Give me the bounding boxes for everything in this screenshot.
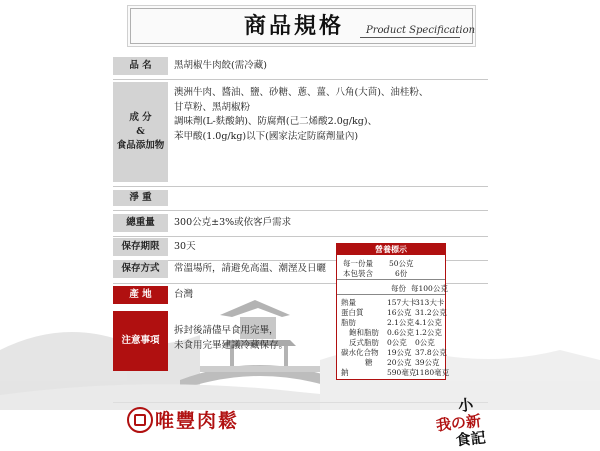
label-net-weight: 淨 重 (113, 190, 168, 206)
servings-value: 6份 (395, 269, 408, 278)
nutrition-row-per-100g: 313大卡 (415, 298, 445, 307)
value-origin: 台灣 (174, 289, 194, 300)
nutrition-row-per-serving: 19公克 (387, 348, 412, 357)
col-per-serving: 每份 (391, 284, 406, 293)
label-ingredients-line-3: 食品添加物 (116, 140, 165, 151)
ingredients-line-1: 澳洲牛肉、醬油、鹽、砂糖、蔥、薑、八角(大茴)、油桂粉、 (174, 87, 429, 98)
label-ingredients-line-2: & (136, 126, 145, 137)
page-title: 商品規格 (244, 13, 345, 39)
label-ingredients (113, 82, 168, 182)
value-shelf-life: 30天 (174, 241, 196, 252)
value-notice (174, 324, 288, 353)
value-storage: 常溫場所，請避免高溫、潮溼及日曬 (174, 263, 327, 274)
brand-name: 唯豐肉鬆 (155, 410, 240, 432)
nutrition-row-per-100g: 39公克 (415, 358, 440, 367)
signature-line-1: 小 (457, 395, 475, 416)
signature-line-2: 我の新 (435, 411, 482, 435)
separator (113, 186, 488, 187)
nutrition-title: 營養標示 (337, 244, 445, 255)
label-origin: 產 地 (113, 286, 168, 304)
value-product-name: 黑胡椒牛肉餃(需冷藏) (174, 60, 267, 71)
row-total-weight (113, 214, 488, 232)
page-subtitle: Product Specification (366, 25, 476, 36)
nutrition-row-per-serving: 2.1公克 (387, 318, 414, 327)
separator (113, 210, 488, 211)
separator (113, 236, 488, 237)
serving-label: 每一份量 (343, 259, 373, 268)
col-per-100g: 每100公克 (411, 284, 448, 293)
ingredients-line-2: 甘草粉、黑胡椒粉 (174, 101, 251, 113)
value-total-weight: 300公克±3%或依客戶需求 (174, 217, 292, 228)
nutrition-row-name: 糖 (365, 358, 373, 367)
serving-value: 50公克 (389, 259, 414, 268)
nutrition-divider (337, 279, 445, 280)
nutrition-row-per-serving: 157大卡 (387, 298, 417, 307)
nutrition-row-name: 熱量 (341, 298, 356, 307)
footer-divider (113, 402, 488, 403)
nutrition-row-per-serving: 16公克 (387, 308, 412, 317)
label-notice: 注意事項 (113, 311, 168, 371)
nutrition-row-per-100g: 31.2公克 (415, 308, 447, 317)
nutrition-row-per-serving: 590毫克 (387, 368, 417, 377)
nutrition-row-name: 鈉 (341, 368, 349, 377)
ingredients-line-3: 調味劑(L-麩酸鈉)、防腐劑(己二烯酸2.0g/kg)、 (174, 116, 378, 127)
notice-line-2: 未食用完畢建議冷藏保存。 (174, 339, 289, 351)
label-storage: 保存方式 (113, 260, 168, 278)
row-net-weight (113, 190, 488, 206)
label-ingredients-line-1: 成 分 (129, 112, 152, 123)
nutrition-row-name: 碳水化合物 (341, 348, 379, 357)
label-product-name: 品 名 (113, 57, 168, 75)
ingredients-line-4: 苯甲酸(1.0g/kg)以下(國家法定防腐劑量內) (174, 130, 359, 142)
nutrition-row-per-serving: 0公克 (387, 338, 407, 347)
label-shelf-life: 保存期限 (113, 238, 168, 256)
nutrition-row-per-100g: 37.8公克 (415, 348, 447, 357)
nutrition-row-per-100g: 0公克 (415, 338, 435, 347)
brand-logo-icon (127, 407, 153, 433)
row-product-name (113, 57, 488, 75)
nutrition-row-per-100g: 1180毫克 (415, 368, 450, 377)
nutrition-divider (337, 294, 445, 295)
nutrition-row-name: 脂肪 (341, 318, 356, 327)
row-ingredients (113, 82, 488, 182)
notice-line-1: 拆封後請儘早食用完畢， (174, 325, 279, 336)
servings-label: 本包裝含 (343, 269, 373, 278)
nutrition-row-name: 蛋白質 (341, 308, 364, 317)
nutrition-row-per-serving: 20公克 (387, 358, 412, 367)
nutrition-row-per-100g: 4.1公克 (415, 318, 442, 327)
nutrition-row-name: 飽和脂肪 (349, 328, 379, 337)
label-total-weight: 總重量 (113, 214, 168, 232)
nutrition-table (336, 243, 450, 380)
separator (113, 79, 488, 80)
signature-logo (433, 396, 486, 451)
nutrition-row-per-100g: 1.2公克 (415, 328, 442, 337)
subtitle-underline (360, 37, 460, 38)
nutrition-row-per-serving: 0.6公克 (387, 328, 414, 337)
signature-line-3: 食記 (454, 428, 487, 450)
value-ingredients (174, 86, 428, 144)
nutrition-row-name: 反式脂肪 (349, 338, 379, 347)
